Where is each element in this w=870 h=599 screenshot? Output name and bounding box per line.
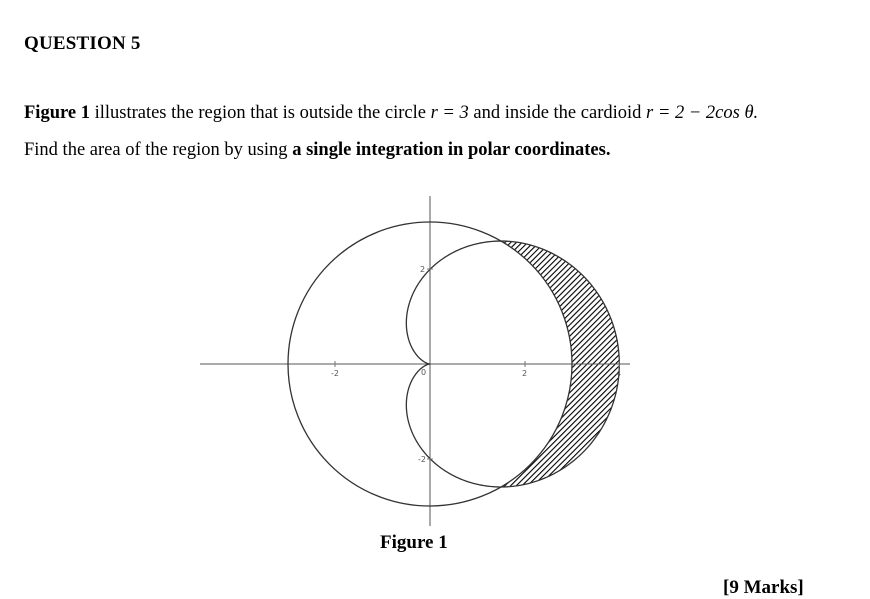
- figure-caption: Figure 1: [380, 532, 448, 553]
- line2-bold-text: a single integration in polar coordinates.: [292, 140, 611, 160]
- line1-text-a: illustrates the region that is outside the circle: [89, 103, 431, 123]
- polar-figure: [195, 190, 645, 530]
- tick-label-y-2: 2: [420, 265, 426, 274]
- line2-text-a: Find the area of the region by using: [24, 140, 293, 160]
- question-line-2: [24, 140, 610, 161]
- marks-label: [9 Marks]: [723, 577, 804, 598]
- question-line-1: [24, 103, 758, 124]
- figure-reference: Figure 1: [24, 103, 90, 123]
- tick-label-x-4: 4: [616, 369, 622, 378]
- tick-label-y-neg2: -2: [418, 455, 426, 464]
- tick-label-origin: 0: [421, 368, 427, 377]
- tick-label-x-neg2: -2: [331, 369, 339, 378]
- circle-equation: r = 3: [430, 103, 469, 123]
- cardioid-equation: r = 2 − 2cos θ.: [646, 103, 759, 123]
- question-heading: QUESTION 5: [24, 33, 141, 54]
- line1-text-b: and inside the cardioid: [468, 103, 647, 123]
- tick-label-x-2: 2: [522, 369, 528, 378]
